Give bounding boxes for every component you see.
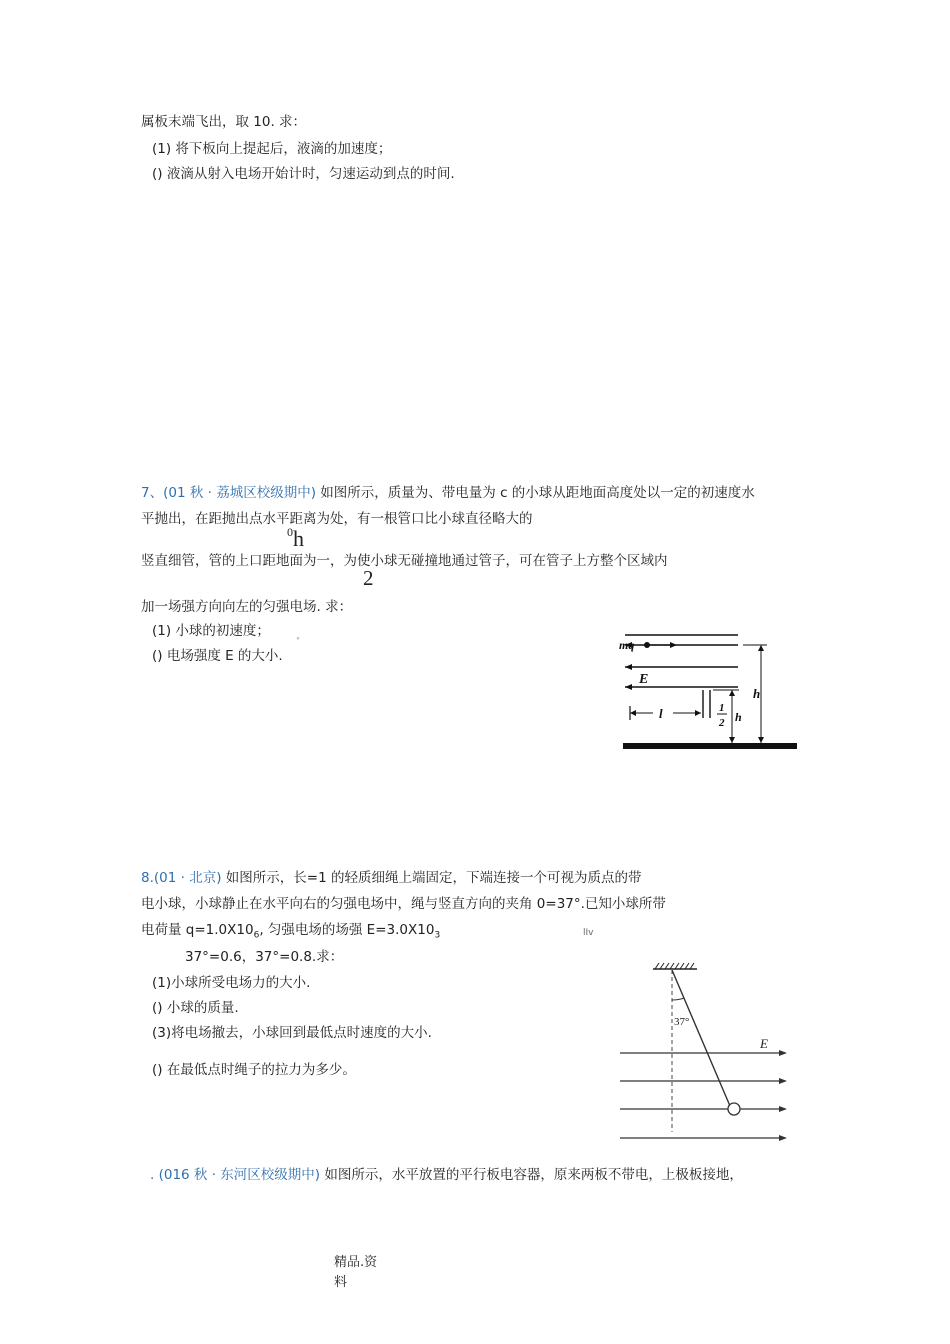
problem7-line3: 竖直细管，管的上口距地面为一，为使小球无碰撞地通过管子，可在管子上方整个区域内 [141,553,668,569]
problem8-line3-pre: 电荷量 q=1.0X10 [141,922,254,938]
problem7-frac-numerator-sup: 0 [287,525,293,539]
prev-problem-question-1: (1) 将下板向上提起后，液滴的加速度； [152,141,392,157]
problem8-figure-label-E: E [760,1036,768,1051]
problem7-figure-label-mq: mq [619,638,635,652]
problem7-figure-label-E: E [639,672,649,687]
problem8-line2: 电小球，小球静止在水平向右的匀强电场中，绳与竖直方向的夹角 0=37°.已知小球所带 [141,896,666,912]
problem8-question-3: (3)将电场撤去，小球回到最低点时速度的大小. [152,1025,432,1041]
problem7-figure-label-l: l [659,706,663,721]
problem8-line4: 37°=0.6，37°=0.8.求： [185,949,344,965]
problem8-line3-mid: , 匀强电场的场强 E=3.0X10 [259,922,435,938]
problem7-line4: 加一场强方向向左的匀强电场. 求： [141,599,353,615]
problem8-line3-sub2: 3 [434,930,441,941]
problem8-stray-text: lIv [583,928,594,938]
problem9-line1 [150,1166,743,1184]
problem7-figure [615,628,805,758]
footer-line2: 料 [334,1275,348,1290]
problem9-source: (016 秋 · 东河区校级期中) [158,1167,321,1183]
problem7-line1-text: 如图所示，质量为、带电量为 c 的小球从距地面高度处以一定的初速度水 [315,485,755,501]
problem7-line2: 平抛出，在距抛出点水平距离为处，有一根管口比小球直径略大的 [141,511,533,527]
problem7-stray-mark: ° [296,636,300,645]
prev-problem-line1: 属板末端飞出，取 10. 求： [141,114,307,130]
problem7-question-2: () 电场强度 E 的大小. [152,648,283,664]
problem7-figure-label-half-den: 2 [719,717,725,729]
prev-problem-question-2: () 液滴从射入电场开始计时，匀速运动到点的时间. [152,166,455,182]
problem8-question-2: () 小球的质量. [152,1000,239,1016]
problem7-number: 7、 [141,485,164,501]
problem8-figure-label-angle: 37° [674,1016,690,1028]
problem8-line1 [141,869,641,887]
problem7-question-1: (1) 小球的初速度； [152,623,270,639]
problem7-figure-label-half-h: h [735,710,742,724]
problem8-question-4: () 在最低点时绳子的拉力为多少。 [152,1062,356,1078]
problem7-source: (01 秋 · 荔城区校级期中) [163,485,316,501]
problem7-line1 [141,484,755,502]
problem8-number: 8. [141,870,154,886]
problem8-source: (01 · 北京) [153,870,222,886]
problem8-line1-text: 如图所示，长=1 的轻质细绳上端固定，下端连接一个可视为质点的带 [221,870,642,886]
problem7-frac-denominator: 2 [363,566,374,590]
footer-line1: 精品.资 [334,1255,378,1270]
problem9-number: . [150,1167,159,1183]
problem7-figure-label-half-num: 1 [719,702,725,714]
problem9-line1-text: 如图所示，水平放置的平行板电容器，原来两板不带电，上极板接地， [320,1167,743,1183]
problem8-line3-sub: 6 [253,930,260,941]
problem7-figure-label-h: h [753,686,761,701]
problem8-line3 [141,921,440,945]
problem8-question-1: (1)小球所受电场力的大小. [152,975,311,991]
problem7-frac-numerator: h [293,526,304,551]
problem8-figure [615,960,795,1145]
